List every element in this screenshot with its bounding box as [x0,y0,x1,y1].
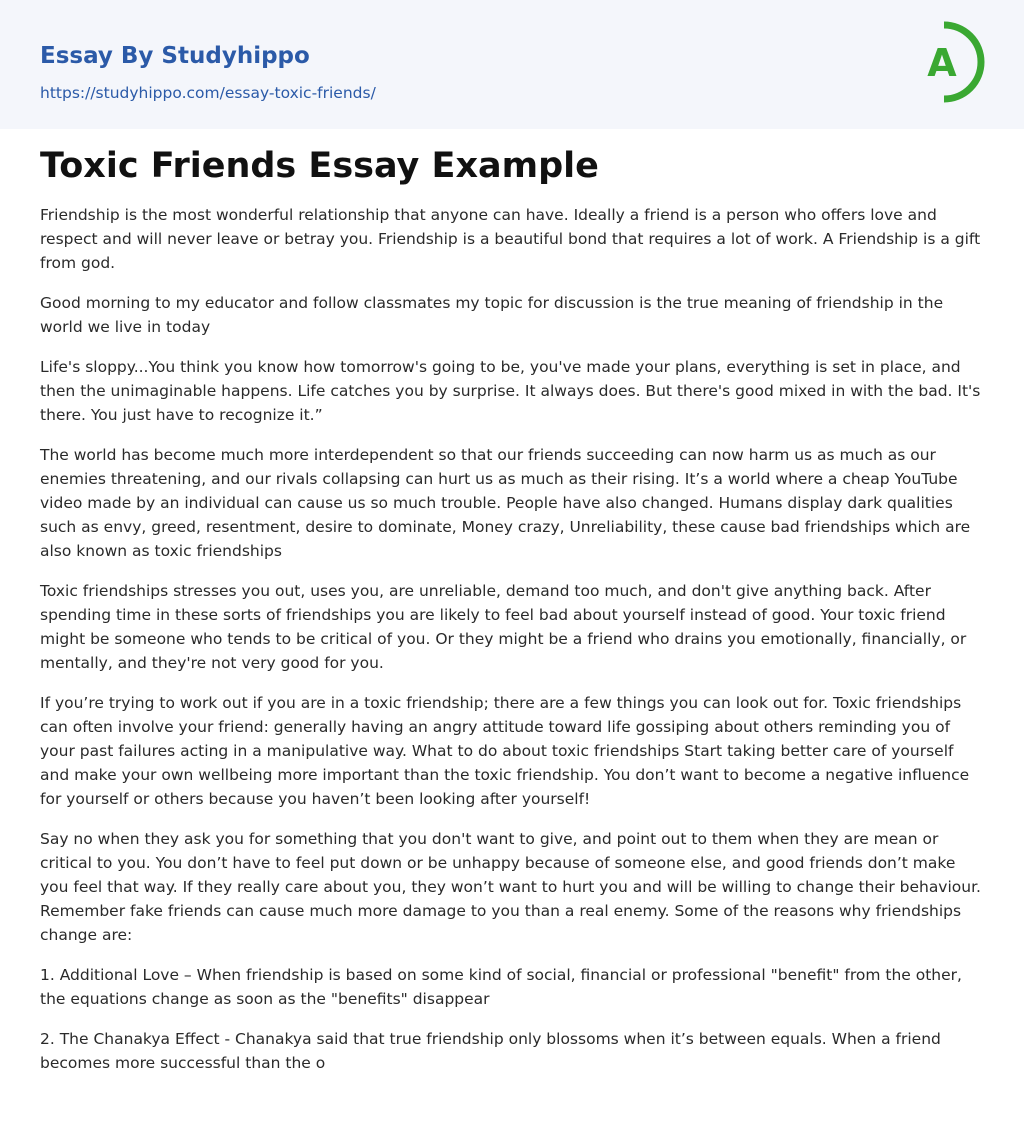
paragraph: Good morning to my educator and follow classmates my topic for discussion is the true meaning of friendship in the world we live in today [40,294,944,336]
article [0,129,1024,1075]
site-header [0,0,1024,129]
paragraph: Say no when they ask you for something that you don't want to give, and point out to them when they are mean or critical to you. You don’t have to feel put down or be unhappy because of someone else, and good friends don’t make you feel that way. If they really care about you, they won’t want to hurt you and will be willing to change their behaviour. Remember fake friends can cause much more damage to you than a real enemy. Some of the reasons why friendships change are: [40,830,981,944]
paragraph: 2. The Chanakya Effect - Chanakya said that true friendship only blossoms when it’s between equals. When a friend becomes more successful than the o [40,1030,941,1072]
paragraph: If you’re trying to work out if you are in a toxic friendship; there are a few things you can look out for. Toxic friendships can often involve your friend: generally having an angry attitude toward life gossiping about others reminding you of your past failures acting in a manipulative way. What to do about toxic friendships Start taking better care of yourself and make your own wellbeing more important than the toxic friendship. You don’t want to become a negative influence for yourself or others because you haven’t been looking after yourself! [40,694,970,808]
paragraph: Toxic friendships stresses you out, uses you, are unreliable, demand too much, and don't give anything back. After spending time in these sorts of friendships you are likely to feel bad about yourself instead of good. Your toxic friend might be someone who tends to be critical of you. Or they might be a friend who drains you emotionally, financially, or mentally, and they're not very good for you. [40,582,967,672]
article-title: Toxic Friends Essay Example [40,146,599,186]
paragraph: Life's sloppy...You think you know how tomorrow's going to be, you've made your plans, everything is set in place, and then the unimaginable happens. Life catches you by surprise. It always does. But there's good mixed in with the bad. It's there. You just have to recognize it.” [40,358,981,424]
site-brand[interactable]: Essay By Studyhippo [40,43,310,69]
paragraph: Friendship is the most wonderful relationship that anyone can have. Ideally a friend is a person who offers love and respect and will never leave or betray you. Friendship is a beautiful bond that requires a lot of work. A Friendship is a gift from god. [40,206,981,272]
paragraph: 1. Additional Love – When friendship is based on some kind of social, financial or professional "benefit" from the other, the equations change as soon as the "benefits" disappear [40,966,962,1008]
essay-url-link[interactable]: https://studyhippo.com/essay-toxic-friends/ [40,84,376,102]
paragraph: The world has become much more interdependent so that our friends succeeding can now harm us as much as our enemies threatening, and our rivals collapsing can hurt us as much as their rising. It’s a world where a cheap YouTube video made by an individual can cause us so much trouble. People have also changed. Humans display dark qualities such as envy, greed, resentment, desire to dominate, Money crazy, Unreliability, these cause bad friendships which are also known as toxic friendships [40,446,971,560]
studyhippo-logo-icon[interactable] [914,18,986,106]
logo-letter: A [927,41,957,85]
